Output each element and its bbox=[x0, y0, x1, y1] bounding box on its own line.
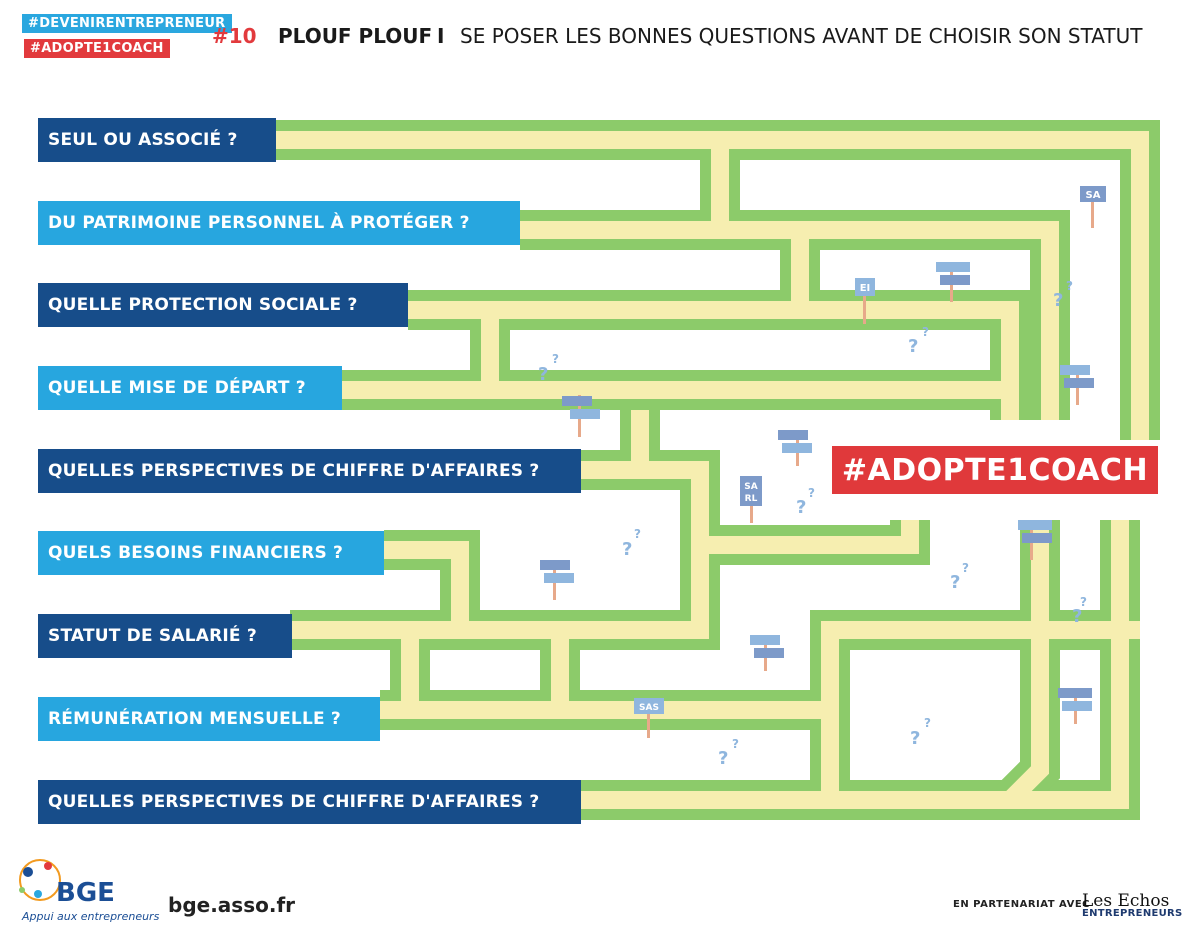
question-mark: ? bbox=[1066, 279, 1073, 293]
signpost-sa bbox=[1080, 186, 1106, 228]
page-title: PLOUF PLOUF bbox=[278, 24, 433, 48]
les-echos-logo-bottom: ENTREPRENEURS bbox=[1082, 908, 1183, 919]
question-mise-depart: QUELLE MISE DE DÉPART ? bbox=[38, 366, 342, 410]
question-protection-sociale: QUELLE PROTECTION SOCIALE ? bbox=[38, 283, 408, 327]
question-mark: ? bbox=[552, 352, 559, 366]
bge-logo-text: BGE bbox=[56, 878, 115, 908]
question-mark: ? bbox=[910, 728, 921, 749]
direction-sign-8 bbox=[1058, 688, 1092, 724]
question-statut-salarie: STATUT DE SALARIÉ ? bbox=[38, 614, 292, 658]
signpost-sarl bbox=[740, 476, 762, 523]
question-patrimoine: DU PATRIMOINE PERSONNEL À PROTÉGER ? bbox=[38, 201, 520, 245]
bge-tagline: Appui aux entrepreneurs bbox=[22, 910, 160, 923]
page-subtitle: SE POSER LES BONNES QUESTIONS AVANT DE CHOISIR SON STATUT bbox=[460, 24, 1143, 48]
question-mark: ? bbox=[718, 748, 729, 769]
question-mark: ? bbox=[808, 486, 815, 500]
question-mark: ? bbox=[796, 497, 807, 518]
question-mark: ? bbox=[538, 364, 549, 385]
question-perspectives-ca-1: QUELLES PERSPECTIVES DE CHIFFRE D'AFFAIRES ? bbox=[38, 449, 581, 493]
sign-sa-label: SA bbox=[1085, 190, 1101, 201]
footer-website-link[interactable]: bge.asso.fr bbox=[168, 893, 296, 917]
bge-logo-icon bbox=[19, 860, 60, 900]
sign-ei-label: EI bbox=[859, 283, 871, 294]
question-besoins-financiers: QUELS BESOINS FINANCIERS ? bbox=[38, 531, 384, 575]
direction-sign-3 bbox=[778, 430, 812, 466]
question-perspectives-ca-2: QUELLES PERSPECTIVES DE CHIFFRE D'AFFAIRES ? bbox=[38, 780, 581, 824]
les-echos-logo-top: Les Echos bbox=[1082, 891, 1170, 911]
sign-sas-label: SAS bbox=[639, 703, 659, 713]
question-mark: ? bbox=[922, 325, 929, 339]
question-mark: ? bbox=[924, 716, 931, 730]
episode-number: #10 bbox=[212, 24, 257, 48]
tag-adopte-coach: #ADOPTE1COACH bbox=[24, 39, 170, 58]
question-remuneration: RÉMUNÉRATION MENSUELLE ? bbox=[38, 697, 380, 741]
question-seul-associe: SEUL OU ASSOCIÉ ? bbox=[38, 118, 276, 162]
question-mark: ? bbox=[1053, 290, 1064, 311]
question-mark: ? bbox=[622, 539, 633, 560]
sign-sarl-label-1: SA bbox=[744, 482, 758, 492]
question-mark: ? bbox=[634, 527, 641, 541]
direction-sign-5 bbox=[540, 560, 574, 600]
sign-sarl-label-2: RL bbox=[744, 494, 758, 504]
direction-sign-7 bbox=[750, 635, 784, 671]
question-mark: ? bbox=[1072, 606, 1083, 627]
question-mark: ? bbox=[908, 336, 919, 357]
question-mark: ? bbox=[1080, 595, 1087, 609]
question-mark: ? bbox=[962, 561, 969, 575]
tag-devenir-entrepreneur: #DEVENIRENTREPRENEUR bbox=[22, 14, 232, 33]
title-separator: I bbox=[437, 24, 445, 48]
center-banner-adopte-coach: #ADOPTE1COACH bbox=[832, 446, 1158, 494]
question-mark: ? bbox=[950, 572, 961, 593]
partnership-text: EN PARTENARIAT AVEC bbox=[953, 899, 1090, 910]
question-mark: ? bbox=[732, 737, 739, 751]
